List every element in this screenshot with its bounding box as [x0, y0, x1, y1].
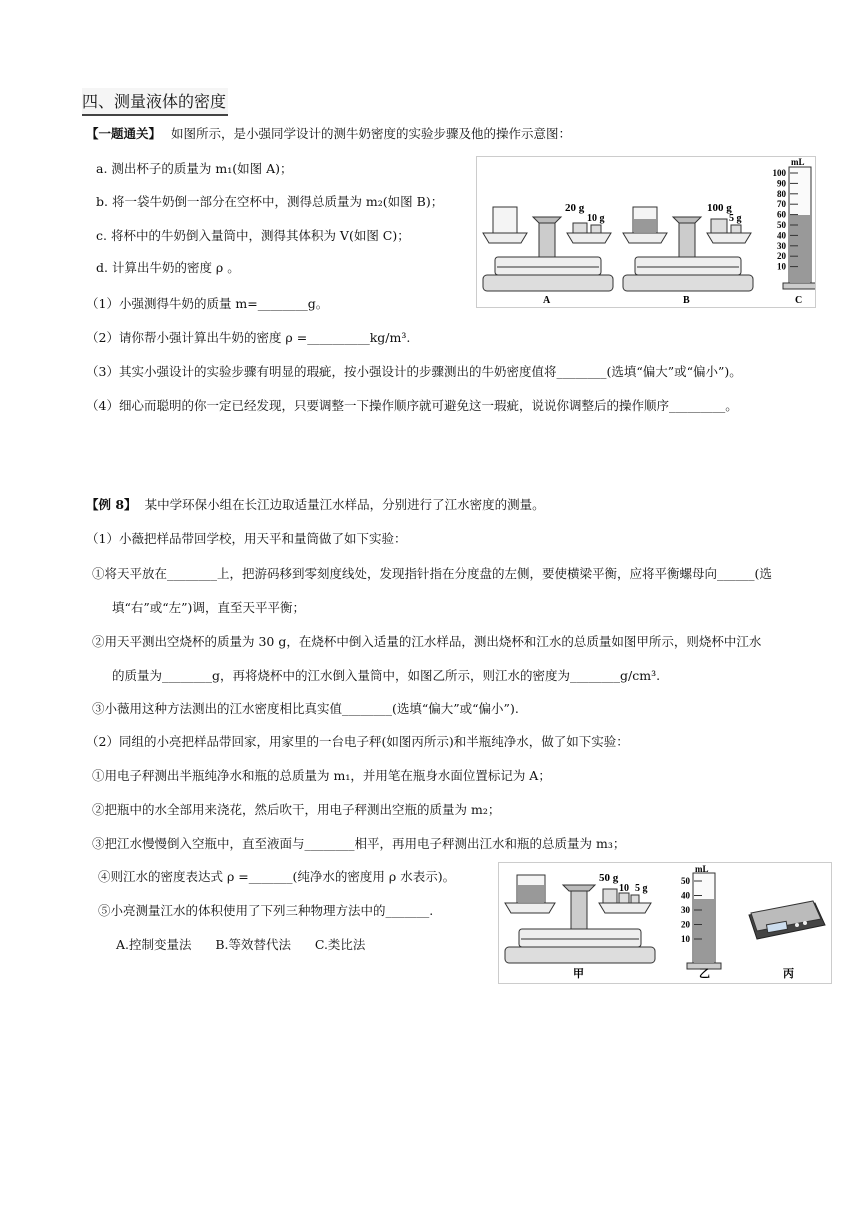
- q2-task-2: ②把瓶中的水全部用来浇花，然后吹干，用电子秤测出空瓶的质量为 m₂；: [92, 802, 501, 817]
- label-jia: 甲: [573, 968, 584, 980]
- q2-part-2: （2）同组的小亮把样品带回家，用家里的一台电子秤(如图丙所示)和半瓶纯净水，做了如下实验：: [86, 734, 629, 749]
- label-c: C: [795, 295, 803, 306]
- section-title: 四、测量液体的密度: [82, 88, 228, 116]
- cylinder-tick-label: 10: [681, 934, 690, 944]
- q2-task-4: ④则江水的密度表达式 ρ =_______(纯净水的密度用 ρ 水表示)。: [98, 869, 456, 884]
- q2-step-1a: ①将天平放在________上，把游码移到零刻度线处，发现指针指在分度盘的左侧，要使横梁平衡，应将平衡螺母向______(选: [92, 566, 772, 581]
- q1-figure: [476, 156, 816, 308]
- cylinder-tick-label: 50: [681, 876, 690, 886]
- q1-intro: 如图所示，是小强同学设计的测牛奶密度的实验步骤及他的操作示意图：: [171, 126, 572, 141]
- q2-part-1: （1）小薇把样品带回学校，用天平和量筒做了如下实验：: [86, 531, 407, 546]
- q2-intro: 某中学环保小组在长江边取适量江水样品，分别进行了江水密度的测量。: [144, 497, 545, 512]
- q1-head: 【一题通关】: [86, 126, 162, 141]
- label-b: B: [683, 295, 690, 306]
- q1-figure-drawing: [477, 157, 815, 307]
- balance-b: [623, 202, 753, 306]
- q2-intro-line: [86, 497, 545, 513]
- cylinder-tick-label: 70: [777, 199, 786, 210]
- q1-step-d: d. 计算出牛奶的密度 ρ 。: [96, 260, 240, 275]
- balance-a: [483, 202, 613, 306]
- label-a: A: [543, 295, 551, 306]
- weight-b1-label: 100 g: [707, 202, 732, 214]
- weight-jia1-label: 50 g: [599, 872, 619, 884]
- q1-intro-line: [86, 126, 571, 142]
- q1-part-2: （2）请你帮小强计算出牛奶的密度 ρ =__________kg/m³.: [86, 330, 411, 345]
- q1-part-4: （4）细心而聪明的你一定已经发现，只要调整一下操作顺序就可避免这一瑕疵，说说你调整后的操作顺序_________。: [86, 398, 738, 413]
- q2-figure-drawing: [499, 863, 831, 983]
- cylinder-tick-label: 20: [777, 251, 786, 262]
- weight-jia3-label: 5 g: [635, 883, 648, 894]
- q2-options: A.控制变量法 B.等效替代法 C.类比法: [116, 937, 366, 952]
- cylinder-c-unit: mL: [791, 157, 805, 167]
- cylinder-yi: [681, 864, 721, 980]
- cylinder-c: [773, 157, 816, 306]
- cylinder-tick-label: 80: [777, 188, 786, 199]
- q2-figure: [498, 862, 832, 984]
- label-yi: 乙: [699, 968, 710, 980]
- q1-part-3: （3）其实小强设计的实验步骤有明显的瑕疵，按小强设计的步骤测出的牛奶密度值将________(选填“偏大”或“偏小”)。: [86, 364, 742, 379]
- q2-task-3: ③把江水慢慢倒入空瓶中，直至液面与________相平，再用电子秤测出江水和瓶的总质量为 m₃；: [92, 836, 626, 851]
- cylinder-tick-label: 90: [777, 178, 786, 189]
- label-bing: 丙: [783, 968, 794, 980]
- cylinder-tick-label: 100: [772, 168, 786, 178]
- weight-jia2-label: 10: [619, 883, 629, 894]
- weight-a2-label: 10 g: [587, 213, 605, 224]
- q2-step-3: ③小薇用这种方法测出的江水密度相比真实值________(选填“偏大”或“偏小”).: [92, 701, 519, 716]
- q2-step-1b: 填“右”或“左”)调，直至天平平衡；: [112, 600, 305, 615]
- cylinder-tick-label: 10: [777, 261, 786, 272]
- weight-a1-label: 20 g: [565, 202, 585, 214]
- cylinder-tick-label: 30: [777, 240, 786, 251]
- electronic-scale-bing: [749, 901, 825, 980]
- q2-task-5: ⑤小亮测量江水的体积使用了下列三种物理方法中的_______.: [98, 903, 434, 918]
- cylinder-tick-label: 40: [681, 890, 690, 901]
- q2-head: 【例 8】: [86, 497, 137, 512]
- cylinder-tick-label: 20: [681, 919, 690, 930]
- q1-step-c: c. 将杯中的牛奶倒入量筒中，测得其体积为 V(如图 C)；: [96, 228, 410, 243]
- q1-step-a: a. 测出杯子的质量为 m₁(如图 A)；: [96, 161, 293, 176]
- q2-step-2b: 的质量为________g，再将烧杯中的江水倒入量筒中，如图乙所示，则江水的密度为________g/cm³.: [112, 668, 661, 683]
- cylinder-yi-unit: mL: [695, 864, 709, 874]
- cylinder-tick-label: 30: [681, 905, 690, 915]
- balance-jia: [505, 872, 655, 980]
- q2-step-2a: ②用天平测出空烧杯的质量为 30 g，在烧杯中倒入适量的江水样品，测出烧杯和江水的总质量如图甲所示，则烧杯中江水: [92, 634, 762, 649]
- q2-task-1: ①用电子秤测出半瓶纯净水和瓶的总质量为 m₁，并用笔在瓶身水面位置标记为 A；: [92, 768, 551, 783]
- cylinder-tick-label: 60: [777, 209, 786, 220]
- q1-step-b: b. 将一袋牛奶倒一部分在空杯中，测得总质量为 m₂(如图 B)；: [96, 194, 444, 209]
- q1-part-1: （1）小强测得牛奶的质量 m=________g。: [86, 296, 329, 311]
- cylinder-tick-label: 40: [777, 230, 786, 241]
- weight-b2-label: 5 g: [729, 213, 742, 224]
- cylinder-tick-label: 50: [777, 220, 786, 230]
